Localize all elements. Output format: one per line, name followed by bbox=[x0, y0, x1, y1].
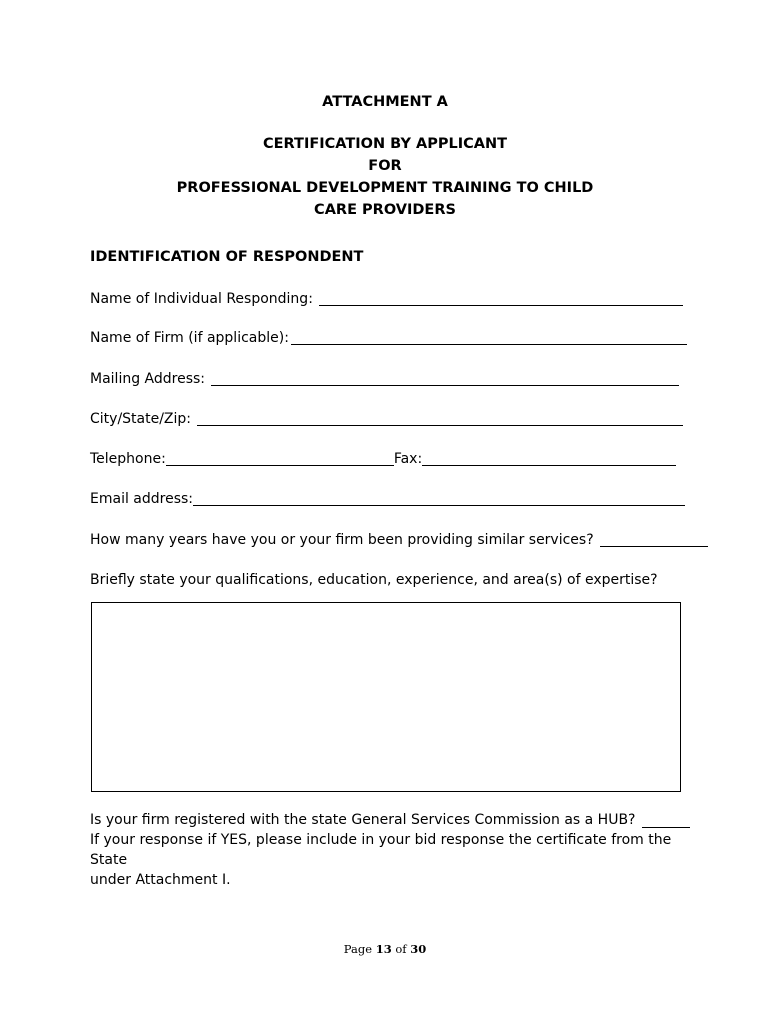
certification-title-line: PROFESSIONAL DEVELOPMENT TRAINING TO CHILD bbox=[176, 180, 594, 196]
firm-name-label: Name of Firm (if applicable): bbox=[90, 330, 289, 346]
certification-title bbox=[0, 133, 770, 221]
page-footer bbox=[0, 942, 770, 956]
individual-name-field[interactable] bbox=[319, 291, 683, 306]
certification-title-line: FOR bbox=[368, 158, 402, 174]
certification-title-line: CARE PROVIDERS bbox=[314, 202, 456, 218]
section-heading: IDENTIFICATION OF RESPONDENT bbox=[90, 249, 364, 265]
city-state-zip-label: City/State/Zip: bbox=[90, 411, 192, 427]
page-number: 13 bbox=[375, 942, 392, 956]
years-question-row bbox=[90, 531, 708, 549]
page-of: of bbox=[395, 942, 407, 956]
telephone-field[interactable] bbox=[166, 451, 394, 466]
qualifications-answer-box[interactable] bbox=[91, 602, 681, 792]
hub-note-line: under Attachment I. bbox=[90, 872, 231, 888]
email-label: Email address: bbox=[90, 491, 194, 507]
city-state-zip-field[interactable] bbox=[197, 411, 683, 426]
hub-question-row bbox=[90, 810, 690, 830]
page-total: 30 bbox=[410, 942, 427, 956]
firm-name-row bbox=[90, 329, 687, 347]
mailing-address-field[interactable] bbox=[211, 371, 679, 386]
firm-name-field[interactable] bbox=[291, 330, 687, 345]
individual-name-row bbox=[90, 290, 683, 308]
individual-name-label: Name of Individual Responding: bbox=[90, 291, 313, 307]
mailing-address-label: Mailing Address: bbox=[90, 371, 206, 387]
attachment-title: ATTACHMENT A bbox=[322, 94, 448, 110]
page-prefix: Page bbox=[343, 942, 373, 956]
city-state-zip-row bbox=[90, 410, 683, 428]
fax-label: Fax: bbox=[393, 451, 423, 467]
hub-answer-field[interactable] bbox=[642, 813, 691, 828]
telephone-fax-row bbox=[90, 450, 676, 468]
telephone-label: Telephone: bbox=[90, 451, 166, 467]
years-question-label: How many years have you or your firm been providing similar services? bbox=[90, 532, 594, 548]
hub-note-line: If your response if YES, please include in your bid response the certificate from the State bbox=[90, 832, 672, 868]
hub-question-label: Is your firm registered with the state General Services Commission as a HUB? bbox=[90, 812, 636, 828]
years-field[interactable] bbox=[600, 532, 708, 547]
fax-field[interactable] bbox=[422, 451, 676, 466]
email-field[interactable] bbox=[193, 491, 685, 506]
qualifications-question: Briefly state your qualifications, education, experience, and area(s) of expertise? bbox=[90, 572, 658, 588]
mailing-address-row bbox=[90, 370, 679, 388]
hub-section bbox=[90, 810, 690, 890]
email-row bbox=[90, 490, 685, 508]
certification-title-line: CERTIFICATION BY APPLICANT bbox=[263, 136, 507, 152]
